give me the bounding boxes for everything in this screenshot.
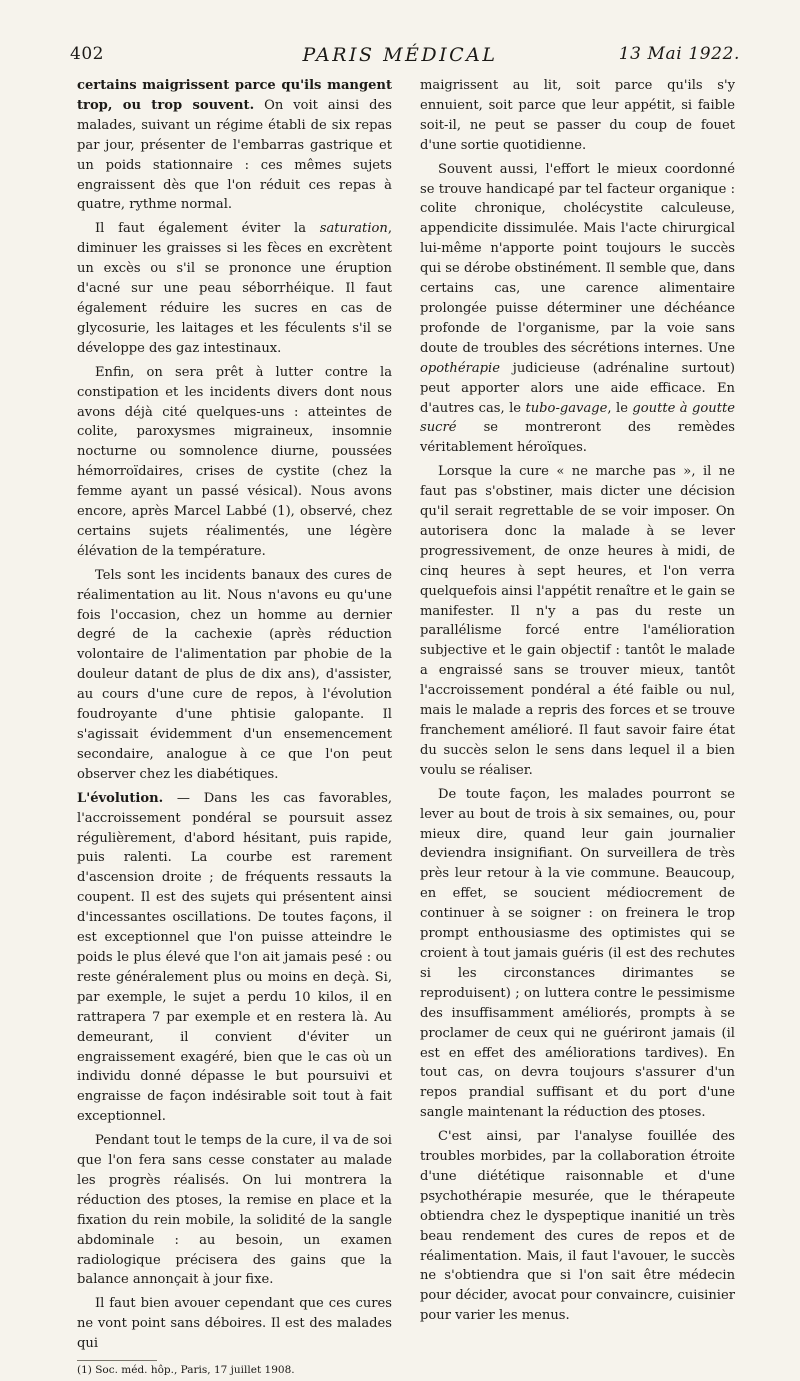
section-heading: L'évolution. — [77, 790, 164, 806]
paragraph: Tels sont les incidents banaux des cures de réalimentation au lit. Nous n'avons eu qu'une fois l'occasion, chez un homme au dernier degré de la cachexie (après réduction volontaire de l'alimentation par phobie de la douleur datant de plus de dix ans), d'assister, au cours d'une cure de repos, à l'évolution foudroyante d'une phtisie galopante. Il s'agissait évidemment d'un ensemencement secondaire, analogue à ce que l'on peut observer chez les diabétiques. — [77, 567, 392, 782]
paragraph-text: judicieuse (adrénaline surtout) peut apporter alors une aide efficace. En d'autres cas, le — [420, 360, 735, 416]
paragraph — [77, 219, 392, 358]
journal-title: PARIS MÉDICAL — [302, 44, 498, 66]
italic-term: tubo-gavage — [525, 400, 608, 416]
bold-lead: certains maigrissent parce qu'ils mangent trop, ou trop souvent. — [77, 78, 392, 113]
paragraph: Il faut bien avouer cependant que ces cures ne vont point sans déboires. Il est des malades qui — [77, 1296, 392, 1352]
italic-term: opothérapie — [420, 360, 500, 376]
paragraph-text: , le — [607, 400, 633, 416]
footnote-divider — [77, 1360, 157, 1361]
paragraph: Enfin, on sera prêt à lutter contre la constipation et les incidents divers dont nous avons déjà cité quelques-uns : atteintes de colite, paroxysmes migraineux, insomnie nocturne ou somnolence diurne, poussées hémorroïdaires, crises de cystite (chez la femme ayant un passé vésical). Nous avons encore, après Marcel Labbé (1), observé, chez certains sujets réalimentés, une légère élévation de la température. — [77, 364, 392, 559]
paragraph-text: se montreront des remèdes véritablement héroïques. — [420, 420, 735, 456]
paragraph — [77, 76, 392, 215]
paragraph — [77, 789, 392, 1127]
paragraph: Lorsque la cure « ne marche pas », il ne faut pas s'obstiner, mais dicter une décision qu'il serait regrettable de se voir imposer. On autorisera donc la malade à se lever progressivement, de onze heures à midi, de cinq heures à sept heures, et l'on verra quelquefois ainsi l'appétit renaître et le gain se manifester. Il n'y a pas du reste un parallélisme forcé entre l'amélioration subjective et le gain objectif : tantôt le malade a engraissé sans se trouver mieux, tantôt l'accroissement pondéral a été faible ou nul, mais le malade a repris des forces et se trouve franchement amélioré. Il faut savoir faire état du succès selon le sens dans lequel il a bien voulu se réaliser. — [420, 464, 735, 778]
paragraph-text: , diminuer les graisses si les fèces en excrètent un excès ou s'il se prononce une éruption d'acné sur une peau séborrhéique. Il faut également réduire les sucres en cas de glycosurie, les laitages et les féculents s'il se développe des gaz intestinaux. — [77, 221, 392, 356]
right-column — [420, 76, 735, 1381]
footnote: (1) Soc. méd. hôp., Paris, 17 juillet 1908. — [77, 1364, 295, 1377]
paragraph-text: On voit ainsi des malades, suivant un régime établi de six repas par jour, présenter de l'embarras gastrique et un poids stationnaire : ces mêmes sujets engraissent dès que l'on réduit ces repas à quatre, rythme normal. — [77, 97, 392, 213]
paragraph-text: Il faut également éviter la — [95, 221, 320, 237]
page-header — [0, 0, 800, 70]
italic-term: goutte à goutte sucré — [420, 400, 735, 436]
issue-date: 13 Mai 1922. — [618, 44, 740, 64]
paragraph: De toute façon, les malades pourront se lever au bout de trois à six semaines, ou, pour mieux dire, quand leur gain journalier deviendra insignifiant. On surveillera de très près leur retour à la vie commune. Beaucoup, en effet, se soucient médiocrement de continuer à se soigner : on freinera le trop prompt enthousiasme des optimistes qui se croient à tout jamais guéris (il est des rechutes si les circonstances dirimantes se reproduisent) ; on luttera contre le pessimisme des insuffisamment améliorés, prompts à se proclamer de ceux qui ne guériront jamais (il est en effet des améliorations tardives). En tout cas, on devra toujours s'assurer d'un repos prandial suffisant et du port d'une sangle maintenant la réduction des ptoses. — [420, 786, 735, 1121]
article-body — [77, 76, 735, 1381]
italic-term: saturation — [319, 221, 388, 237]
paragraph: C'est ainsi, par l'analyse fouillée des troubles morbides, par la collaboration étroite d'une diététique raisonnable et d'une psychothérapie mesurée, que le thérapeute obtiendra chez le dyspeptique inanitié un très beau rendement des cures de repos et de réalimentation. Mais, il faut l'avouer, le succès ne s'obtiendra que si l'on sait être médecin pour décider, avocat pour convaincre, cuisinier pour varier les menus. — [420, 1129, 735, 1324]
paragraph — [420, 160, 735, 459]
paragraph: maigrissent au lit, soit parce qu'ils s'y ennuient, soit parce que leur appétit, si faible soit-il, ne peut se passer du coup de fouet d'une sortie quotidienne. — [420, 78, 735, 153]
paragraph-text: — Dans les cas favorables, l'accroissement pondéral se poursuit assez régulièrement, d'abord hésitant, puis rapide, puis ralenti. La courbe est rarement d'ascension droite ; de fréquents ressauts la coupent. Il est des sujets qui présentent ainsi d'incessantes oscillations. De toutes façons, il est exceptionnel que l'on puisse atteindre le poids le plus élevé que l'on ait jamais pesé : ou reste généralement plus ou moins en deçà. Si, par exemple, le sujet a perdu 10 kilos, il en rattrapera 7 par exemple et en restera là. Au demeurant, il convient d'éviter un engraissement exagéré, bien que le cas où un individu donné dépasse le but poursuivi et engraisse de façon indésirable soit tout à fait exceptionnel. — [77, 790, 392, 1125]
page-number: 402 — [70, 44, 104, 64]
paragraph-text: Souvent aussi, l'effort le mieux coordonné se trouve handicapé par tel facteur organique : colite chronique, cholécystite calculeuse, appendicite dissimulée. Mais l'acte chirurgical lui-même n'apporte point toujours le succès qui se dérobe obstinément. Il semble que, dans certains cas, une carence alimentaire prolongée puisse déterminer une déchéance profonde de l'organisme, par la voie sans doute de troubles des sécrétions internes. Une — [420, 161, 735, 356]
left-column — [77, 76, 392, 1381]
paragraph: Pendant tout le temps de la cure, il va de soi que l'on fera sans cesse constater au malade les progrès réalisés. On lui montrera la réduction des ptoses, la remise en place et la fixation du rein mobile, la solidité de la sangle abdominale : au besoin, un examen radiologique précisera des gains que la balance annonçait à jour fixe. — [77, 1133, 392, 1288]
